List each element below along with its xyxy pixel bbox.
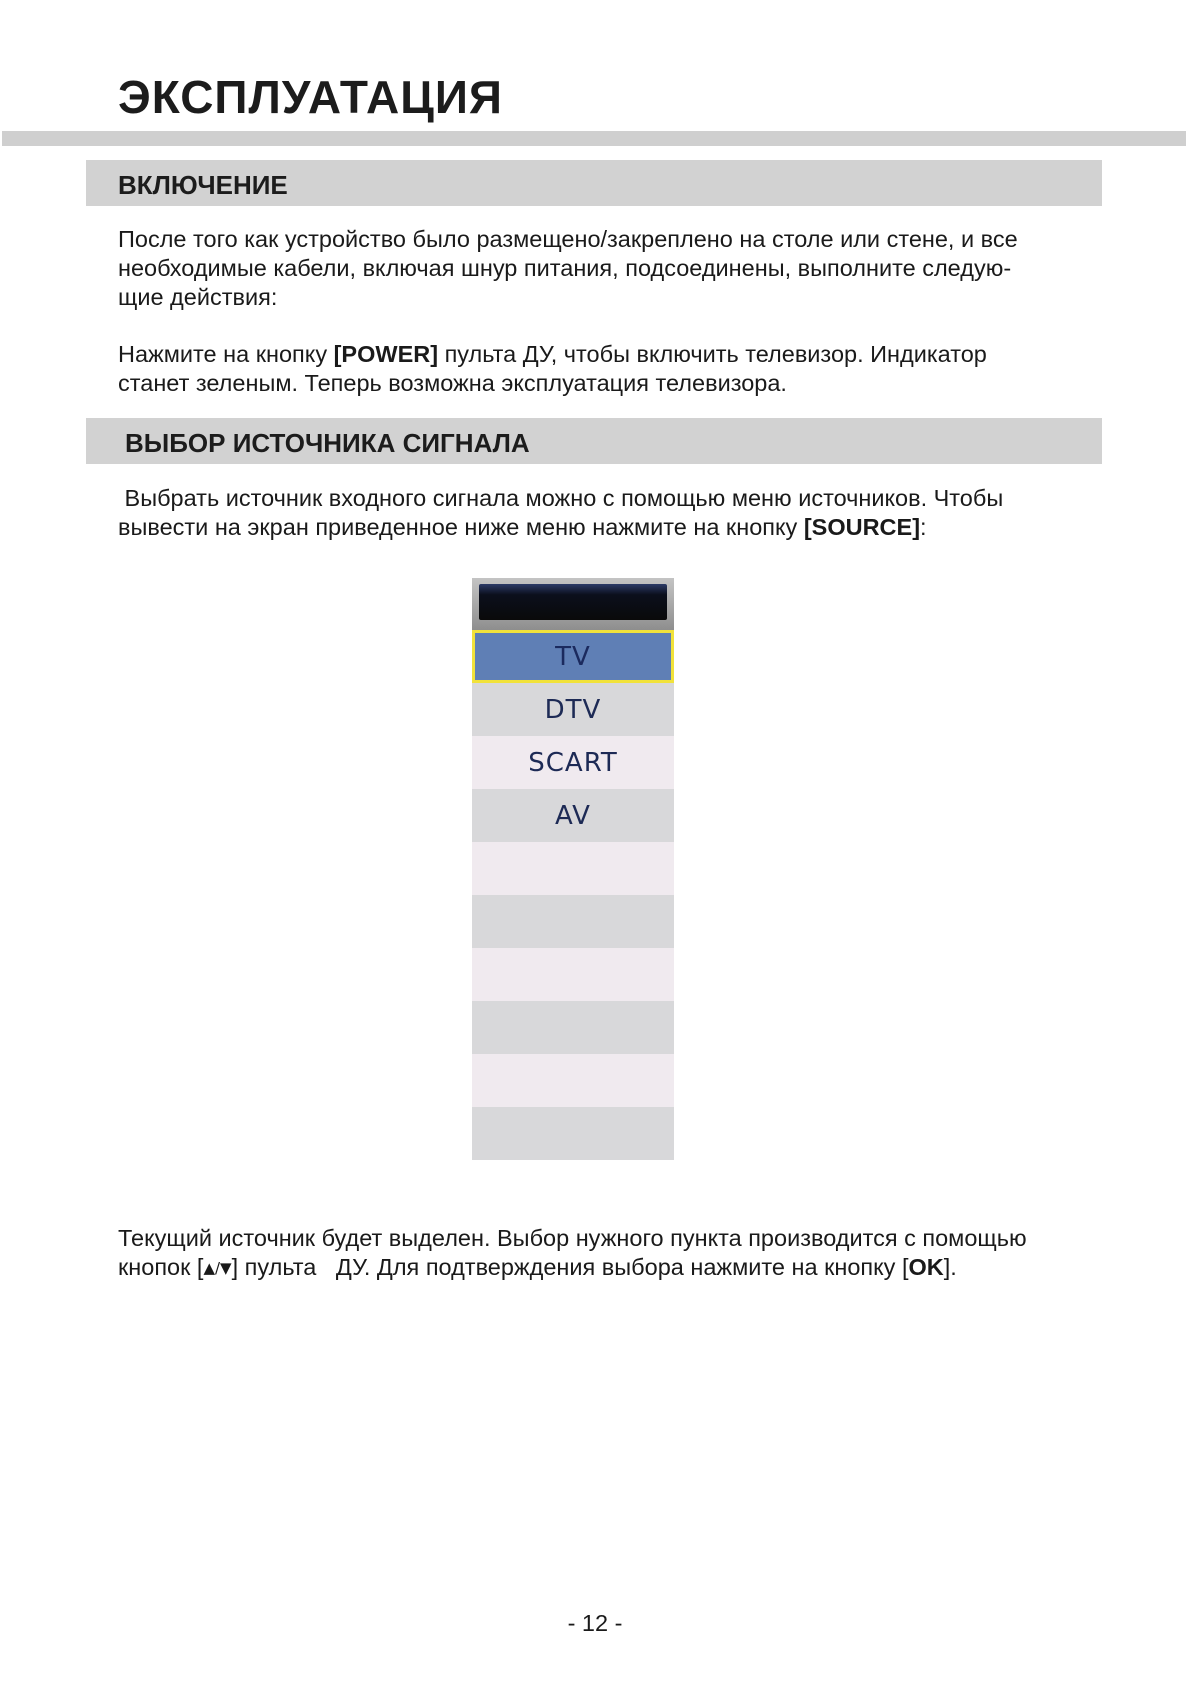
source-menu-item-dtv[interactable]: DTV: [472, 683, 674, 736]
ok-key-label: OK: [908, 1254, 944, 1280]
page-title: ЭКСПЛУАТАЦИЯ: [118, 71, 503, 123]
selection-instructions: [118, 1224, 1178, 1283]
text-run: :: [920, 514, 927, 540]
source-menu-title-bar: [479, 584, 667, 620]
source-menu: [472, 578, 674, 1160]
text-run: пульта ДУ, чтобы включить телевизор. Индикатор: [438, 341, 987, 367]
source-menu-item-av[interactable]: AV: [472, 789, 674, 842]
text-line: Выбрать источник входного сигнала можно с помощью меню источников. Чтобы: [118, 485, 1004, 511]
source-menu-list: [472, 630, 674, 1160]
title-divider: [2, 131, 1186, 146]
text-line: Текущий источник будет выделен. Выбор нужного пункта производится с помощью: [118, 1225, 1027, 1251]
power-on-instructions: [118, 225, 1118, 312]
text-run: ].: [943, 1254, 957, 1280]
source-menu-item-tv[interactable]: TV: [472, 630, 674, 683]
text-run: кнопок [: [118, 1254, 204, 1280]
text-run: ] пульта ДУ. Для подтверждения выбора нажмите на кнопку [: [231, 1254, 909, 1280]
source-menu-item-empty: [472, 842, 674, 895]
up-down-arrows-icon: ▲/▼: [203, 1259, 232, 1277]
section-header-source: [86, 418, 1102, 464]
source-menu-item-empty: [472, 948, 674, 1001]
section-heading-source: ВЫБОР ИСТОЧНИКА СИГНАЛА: [125, 428, 530, 458]
power-key-label: [POWER]: [333, 341, 439, 367]
section-heading-power-on: ВКЛЮЧЕНИЕ: [118, 170, 288, 200]
text-line: необходимые кабели, включая шнур питания, подсоединены, выполните следую-: [118, 255, 1012, 281]
page-number: - 12 -: [567, 1610, 623, 1636]
source-menu-item-empty: [472, 1001, 674, 1054]
text-line: После того как устройство было размещено/закреплено на столе или стене, и все: [118, 226, 1018, 252]
source-menu-header: [472, 578, 674, 630]
power-button-instructions: [118, 340, 1118, 398]
source-menu-item-empty: [472, 895, 674, 948]
text-line: станет зеленым. Теперь возможна эксплуатация телевизора.: [118, 370, 787, 396]
source-key-label: [SOURCE]: [803, 514, 921, 540]
source-instructions: [118, 484, 1118, 542]
source-menu-item-empty: [472, 1107, 674, 1160]
text-run: вывести на экран приведенное ниже меню нажмите на кнопку: [118, 514, 804, 540]
source-menu-item-scart[interactable]: SCART: [472, 736, 674, 789]
text-run: Нажмите на кнопку: [118, 341, 334, 367]
source-menu-item-empty: [472, 1054, 674, 1107]
text-line: щие действия:: [118, 284, 278, 310]
section-header-power-on: [86, 160, 1102, 206]
